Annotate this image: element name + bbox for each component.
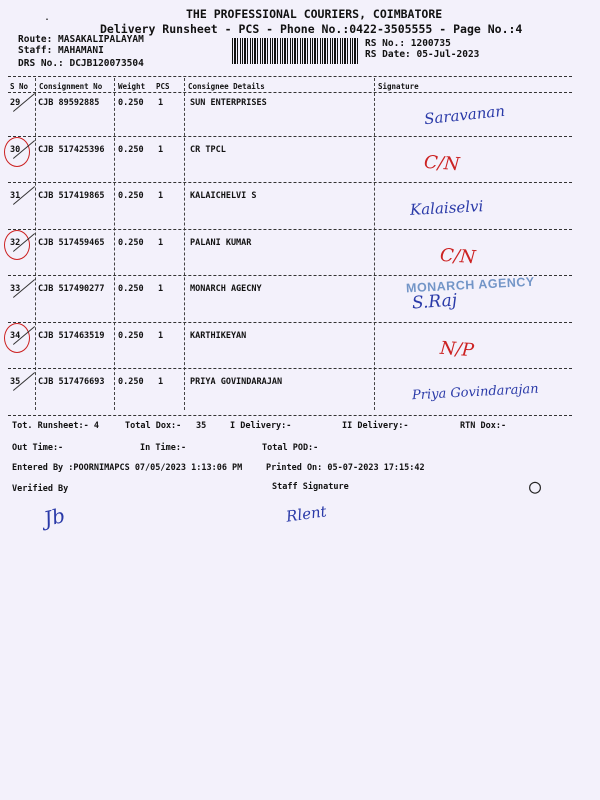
col-header-weight: Weight (118, 82, 146, 91)
in-time: In Time:- (140, 443, 187, 453)
col-header-pcs: PCS (156, 82, 170, 91)
row-separator (8, 136, 572, 137)
row-pcs: 1 (158, 377, 164, 387)
row-weight: 0.250 (118, 377, 144, 387)
rs-number: RS No.: 1200735 (365, 38, 451, 49)
col-header-sno: S No (10, 82, 29, 91)
company-title: THE PROFESSIONAL COURIERS, COIMBATORE (186, 7, 443, 21)
row-separator (8, 182, 572, 183)
ii-delivery: II Delivery:- (342, 421, 409, 431)
row-consignee: PALANI KUMAR (190, 237, 252, 248)
row-consignee: CR TPCL (190, 144, 226, 155)
row-separator (8, 368, 572, 369)
total-dox-value: 35 (196, 421, 207, 431)
hole-mark: ○ (529, 474, 542, 498)
row-separator (8, 415, 572, 416)
row-circle-mark (4, 323, 30, 353)
row-consignment-no: CJB 517459465 (38, 237, 105, 248)
row-signature: C/N (439, 244, 477, 268)
route: Route: MASAKALIPALAYAM (18, 34, 144, 45)
verified-signature: Jb (41, 503, 68, 531)
row-pcs: 1 (158, 284, 164, 294)
corner-mark: . (44, 12, 51, 23)
row-sno: 34 (10, 330, 21, 341)
drs-number: DRS No.: DCJB120073504 (18, 58, 144, 69)
printed-on: Printed On: 05-07-2023 17:15:42 (266, 463, 425, 473)
row-signature: N/P (439, 337, 475, 361)
barcode (232, 38, 358, 64)
row-consignment-no: CJB 517419865 (38, 191, 105, 201)
row-weight: 0.250 (118, 98, 144, 108)
row-sno: 33 (10, 284, 21, 294)
verified-by-label: Verified By (12, 484, 69, 494)
col-header-signature: Signature (378, 82, 419, 91)
row-signature: Priya Govindarajan (411, 381, 539, 404)
staff-handwritten-signature: Rlent (284, 502, 328, 526)
col-header-consignment: Consignment No (39, 82, 103, 91)
row-sno: 29 (10, 98, 21, 108)
row-consignment-no: CJB 517490277 (38, 284, 105, 294)
col-divider (35, 78, 36, 410)
row-circle-mark (4, 230, 30, 260)
row-consignee: PRIYA GOVINDARAJAN (190, 377, 283, 387)
row-stamp: MONARCH AGENCY (405, 274, 536, 296)
out-time: Out Time:- (12, 443, 64, 453)
col-divider (114, 78, 115, 410)
row-consignment-no: CJB 517425396 (38, 144, 105, 155)
row-weight: 0.250 (118, 237, 144, 248)
total-pod: Total POD:- (262, 443, 319, 453)
rtn-dox: RTN Dox:- (460, 421, 507, 431)
row-consignee: KALAICHELVI S (190, 191, 257, 201)
row-signature: Saravanan (423, 101, 506, 129)
row-weight: 0.250 (118, 191, 144, 201)
row-weight: 0.250 (118, 330, 144, 341)
row-pcs: 1 (158, 237, 164, 248)
row-pcs: 1 (158, 98, 164, 108)
row-consignee: MONARCH AGECNY (190, 284, 262, 294)
row-sno: 31 (10, 191, 21, 201)
row-signature: S.Raj (411, 290, 458, 314)
row-consignment-no: CJB 517476693 (38, 377, 105, 387)
i-delivery: I Delivery:- (230, 421, 292, 431)
total-runsheet: Tot. Runsheet:- 4 (12, 421, 99, 431)
row-pcs: 1 (158, 191, 164, 201)
row-weight: 0.250 (118, 284, 144, 294)
rs-date: RS Date: 05-Jul-2023 (365, 49, 480, 60)
table-top-rule (8, 76, 572, 77)
row-signature: Kalaiselvi (409, 197, 484, 219)
row-pcs: 1 (158, 330, 164, 341)
row-sno: 32 (10, 237, 21, 248)
row-separator (8, 275, 572, 276)
runsheet-title: Delivery Runsheet - PCS - Phone No.:0422-3505555 - Page No.:4 (100, 22, 523, 36)
col-divider (374, 78, 375, 410)
row-separator (8, 229, 572, 230)
row-consignee: SUN ENTERPRISES (190, 98, 267, 108)
row-weight: 0.250 (118, 144, 144, 155)
row-sno: 30 (10, 144, 21, 155)
table-header-rule (8, 92, 572, 93)
row-separator (8, 322, 572, 323)
staff: Staff: MAHAMANI (18, 45, 104, 56)
row-consignment-no: CJB 517463519 (38, 330, 105, 341)
row-pcs: 1 (158, 144, 164, 155)
row-signature: C/N (423, 151, 461, 175)
total-dox-label: Total Dox:- (125, 421, 182, 431)
row-consignee: KARTHIKEYAN (190, 330, 247, 341)
col-header-consignee: Consignee Details (188, 82, 265, 91)
staff-signature-label: Staff Signature (272, 482, 349, 492)
col-divider (184, 78, 185, 410)
row-sno: 35 (10, 377, 21, 387)
row-consignment-no: CJB 89592885 (38, 98, 100, 108)
entered-by: Entered By :POORNIMAPCS 07/05/2023 1:13:06 PM (12, 463, 243, 473)
row-circle-mark (4, 137, 30, 167)
